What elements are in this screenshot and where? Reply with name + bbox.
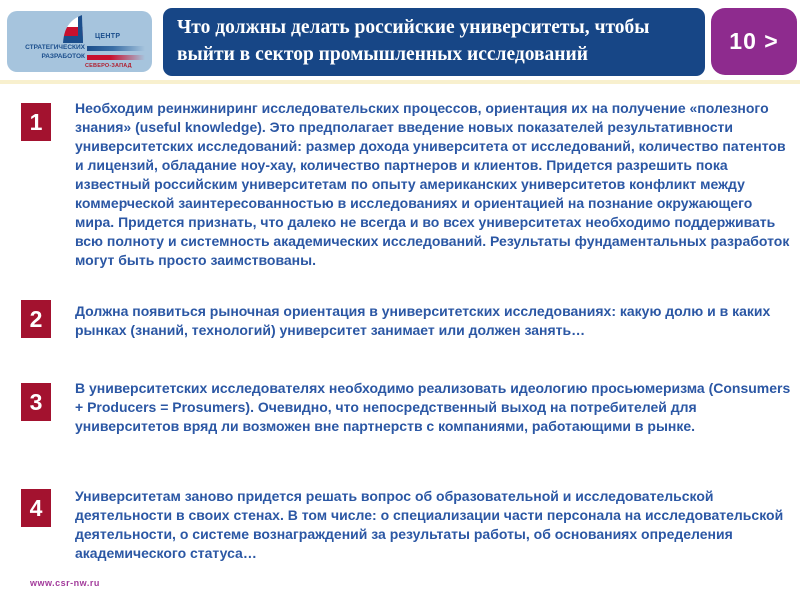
slide-title: Что должны делать российские университеты, чтобы выйти в сектор промышленных исследований [163,8,705,76]
item-text-2: Должна появиться рыночная ориентация в университетских исследованиях: какую долю и в каких рынках (знаний, технологий) университет занимает или должен занять… [75,303,771,338]
logo-text-severo-zapad: СЕВЕРО-ЗАПАД [85,63,132,69]
page-number-badge[interactable]: 10 > [711,8,797,75]
item-number-4: 4 [21,489,51,527]
logo-text-razrabotok: РАЗРАБОТОК [41,53,85,60]
csr-logo [7,11,152,72]
logo-gradient-bar-blue [87,46,145,51]
sail-icon [57,14,89,46]
logo-gradient-bar-red [87,55,145,60]
logo-text-strategicheskih: СТРАТЕГИЧЕСКИХ [25,44,85,51]
item-number-1: 1 [21,103,51,141]
header-divider [0,80,800,84]
footer-url[interactable]: www.csr-nw.ru [30,578,100,588]
item-text-1: Необходим реинжиниринг исследовательских процессов, ориентация их на получение «полезного знания» (useful knowledge). Это предполагает введение новых показателей результативности университетских исследований: размер дохода университета от исследований, количество патентов и лицензий, обладание ноу-хау, количество партнеров и клиентов. Придется разрешить пока известный российским университетам по опыту американских университетов конфликт между коммерческой заинтересованностью в исследованиях и ориентацией на познание окружающего мира. Придется признать, что далеко не всегда и во всех университетах необходимо поддерживать всю полноту и системность академических исследований. Результаты фундаментальных разработок могут быть просто заимствованы. [75,100,790,268]
item-text-3: В университетских исследователях необходимо реализовать идеологию просьюмеризма (Consumers + Producers = Prosumers). Очевидно, что непосредственный выход на потребителей для университетов вряд ли возможен вне партнерств с компаниями, работающими в рынке. [75,380,791,434]
item-number-3: 3 [21,383,51,421]
item-number-2: 2 [21,300,51,338]
item-text-4: Университетам заново придется решать вопрос об образовательной и исследовательской деятельности в своих стенах. В том числе: о специализации части персонала на исследовательской деятельности, о системе вознаграждений за результаты работы, об основаниях определения академического статуса… [75,488,784,561]
logo-text-centr: ЦЕНТР [95,33,121,40]
